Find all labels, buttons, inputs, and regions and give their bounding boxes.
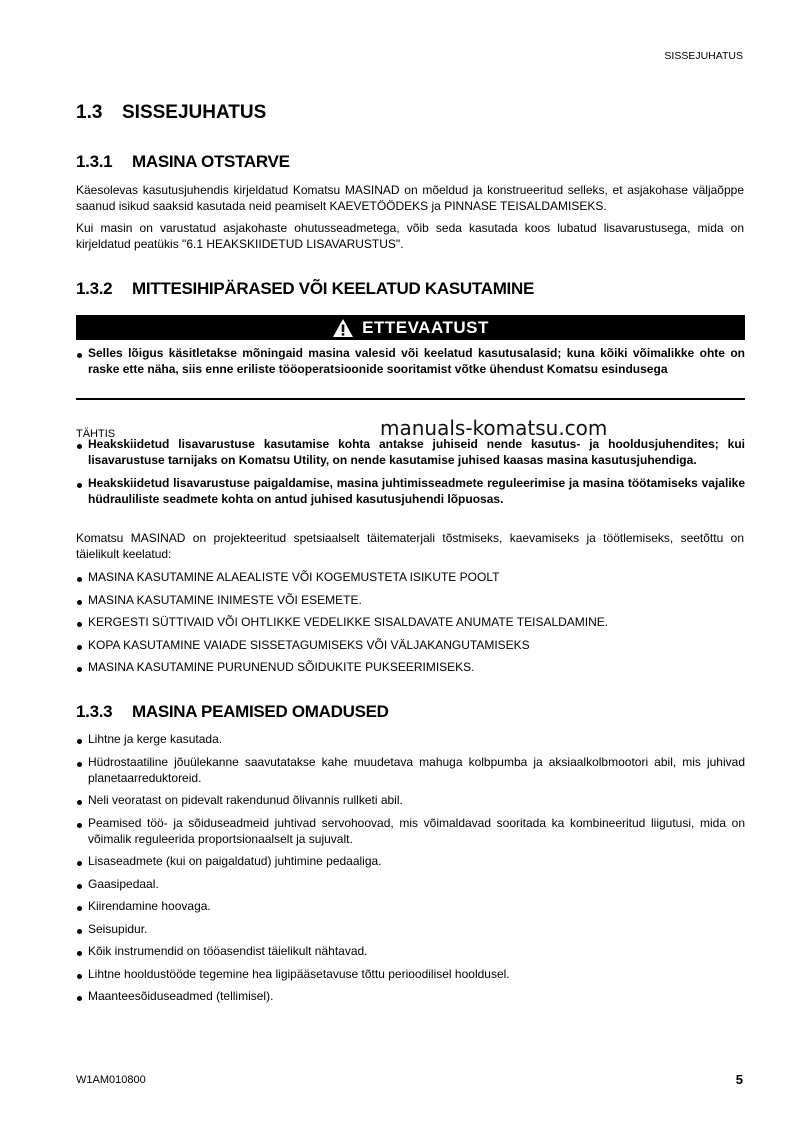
section-heading [76, 102, 266, 124]
forbidden-item: MASINA KASUTAMINE INIMESTE VÕI ESEMETE. [76, 592, 745, 608]
caution-banner [76, 315, 745, 340]
watermark: manuals-komatsu.com [380, 416, 608, 440]
divider [76, 398, 745, 400]
forbidden-item: KOPA KASUTAMINE VAIADE SISSETAGUMISEKS VÕI VÄLJAKANGUTAMISEKS [76, 637, 745, 653]
important-item: Heakskiidetud lisavarustuse kasutamise kohta antakse juhiseid nende kasutus- ja hooldusjuhendites; kui lisavarustuse tarnijaks on Komatsu Utility, on nende kasutamise juhised kaasas masina kasutusjuhendiga. [76, 436, 745, 468]
feature-item: Peamised töö- ja sõiduseadmeid juhtivad servohoovad, mis võimaldavad sooritada ka kombineeritud liigutusi, mida on võimalik reguleerida proportsionaalselt ja sujuvalt. [76, 815, 745, 847]
caution-list [76, 345, 745, 377]
section-number: 1.3 [76, 102, 103, 123]
section-title: SISSEJUHATUS [122, 102, 267, 123]
feature-item: Lihtne hooldustööde tegemine hea ligipääsetavuse tõttu perioodilisel hooldusel. [76, 966, 745, 982]
document-code: W1AM010800 [76, 1074, 146, 1086]
feature-item: Seisupidur. [76, 921, 745, 937]
important-list [76, 436, 745, 507]
forbidden-item: KERGESTI SÜTTIVAID VÕI OHTLIKKE VEDELIKKE SISALDAVATE ANUMATE TEISALDAMINE. [76, 614, 745, 630]
paragraph: Komatsu MASINAD on projekteeritud spetsiaalselt täitematerjali tõstmiseks, kaevamiseks ja töötlemiseks, seetõttu on täielikult keelatud: [76, 531, 744, 561]
forbidden-item: MASINA KASUTAMINE PURUNENUD SÕIDUKITE PUKSEERIMISEKS. [76, 659, 745, 675]
caution-item: Selles lõigus käsitletakse mõningaid masina valesid või keelatud kasutusalasid; kuna kõiki võimalikke ohte on raske ette näha, siis enne eriliste tööoperatsioonide sooritamist võtke ühendust Komatsu esindusega [76, 345, 745, 377]
paragraph: Käesolevas kasutusjuhendis kirjeldatud Komatsu MASINAD on mõeldud ja konstrueeritud selleks, et asjakohase väljaõppe saanud isikud saaksid kasutada neid peamiselt KAEVETÖÖDEKS ja PINNASE TEISALDAMISEKS. [76, 183, 744, 213]
important-item: Heakskiidetud lisavarustuse paigaldamise, masina juhtimisseadmete reguleerimise ja masina töötamiseks vajalike hüdrauliliste seadmete kohta on antud juhised kasutusjuhendi lõpuosas. [76, 475, 745, 507]
feature-item: Lihtne ja kerge kasutada. [76, 731, 745, 747]
forbidden-item: MASINA KASUTAMINE ALAEALISTE VÕI KOGEMUSTETA ISIKUTE POOLT [76, 569, 745, 585]
caution-label: ETTEVAATUST [362, 317, 489, 337]
warning-triangle-icon [332, 318, 354, 338]
feature-item: Kõik instrumendid on tööasendist täielikult nähtavad. [76, 943, 745, 959]
forbidden-list [76, 569, 745, 675]
feature-item: Neli veoratast on pidevalt rakendunud õlivannis rullketi abil. [76, 792, 745, 808]
subsection-heading-1: 1.3.1 MASINA OTSTARVE [76, 152, 290, 171]
subsection-heading-2: 1.3.2 MITTESIHIPÄRASED VÕI KEELATUD KASUTAMINE [76, 279, 534, 298]
paragraph: Kui masin on varustatud asjakohaste ohutusseadmetega, võib seda kasutada koos lubatud lisavarustusega, mida on kirjeldatud peatükis "6.1 HEAKSKIIDETUD LISAVARUSTUS". [76, 221, 744, 251]
important-label: TÄHTIS [76, 428, 116, 440]
features-list [76, 731, 745, 1004]
subsection-heading-3: 1.3.3 MASINA PEAMISED OMADUSED [76, 702, 389, 721]
page-number: 5 [735, 1072, 743, 1087]
feature-item: Lisaseadmete (kui on paigaldatud) juhtimine pedaaliga. [76, 853, 745, 869]
running-header: SISSEJUHATUS [664, 50, 743, 62]
feature-item: Hüdrostaatiline jõuülekanne saavutatakse kahe muudetava mahuga kolbpumba ja aksiaalkolbmootori abil, mis juhivad planetaarreduktoreid. [76, 754, 745, 786]
feature-item: Kiirendamine hoovaga. [76, 898, 745, 914]
feature-item: Maanteesõiduseadmed (tellimisel). [76, 988, 745, 1004]
feature-item: Gaasipedaal. [76, 876, 745, 892]
